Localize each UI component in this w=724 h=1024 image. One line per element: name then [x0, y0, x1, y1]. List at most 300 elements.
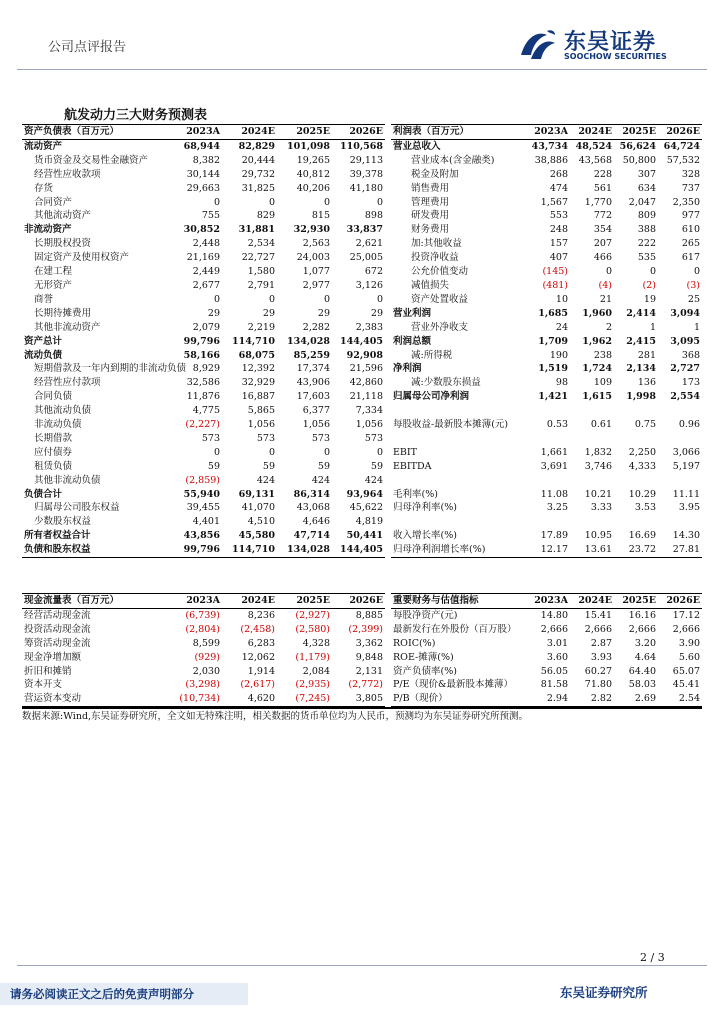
row-label: 归属母公司股东权益 — [34, 502, 120, 514]
brand-logo — [517, 25, 687, 65]
value-cell: (4) — [598, 279, 612, 291]
value-cell: 1,615 — [582, 391, 612, 403]
row-label: 长期借款 — [34, 432, 73, 444]
value-cell: 24,003 — [296, 252, 330, 264]
table-row — [22, 251, 385, 265]
table-row — [22, 474, 385, 488]
value-cell: 281 — [637, 349, 656, 361]
value-cell — [658, 474, 702, 488]
table-row — [22, 692, 385, 706]
value-cell: (145) — [542, 266, 568, 278]
value-cell: 59 — [207, 460, 220, 472]
table-row — [22, 168, 385, 182]
value-cell: 3.20 — [634, 637, 656, 649]
row-label: 营业利润 — [393, 307, 432, 319]
row-label: 长期股权投资 — [34, 238, 92, 250]
value-cell: 2,219 — [247, 321, 275, 333]
table-header-row — [22, 594, 385, 609]
value-cell: 1,056 — [247, 419, 275, 431]
table-row — [22, 349, 385, 363]
value-cell: 55,940 — [183, 488, 220, 500]
row-label: P/E（现价&最新股本摊薄） — [393, 679, 513, 691]
value-cell: 1,421 — [538, 391, 568, 403]
value-cell: 24 — [555, 321, 568, 333]
value-cell: 977 — [681, 210, 700, 222]
value-cell: 829 — [256, 210, 275, 222]
value-cell: 2,666 — [628, 623, 656, 635]
row-label: 营业外净收支 — [411, 321, 469, 333]
report-category: 公司点评报告 — [48, 40, 127, 55]
value-cell: 30,144 — [186, 168, 220, 180]
value-cell: 45,580 — [238, 530, 275, 542]
table-row — [391, 446, 702, 460]
table-row — [391, 196, 702, 210]
value-cell: 8,236 — [247, 609, 275, 621]
value-cell: 0 — [376, 446, 383, 458]
row-label: 净利润 — [393, 363, 422, 375]
value-cell: 8,382 — [192, 154, 220, 166]
value-cell: 207 — [593, 238, 612, 250]
value-cell: 13.61 — [570, 543, 614, 557]
value-cell: 93,964 — [346, 488, 383, 500]
table-row — [22, 279, 385, 293]
value-cell: 0 — [213, 196, 220, 208]
row-label: 商誉 — [34, 293, 54, 305]
value-cell: 45.41 — [672, 679, 700, 691]
value-cell — [526, 404, 570, 418]
value-cell: 0 — [323, 293, 330, 305]
value-cell: 238 — [593, 349, 612, 361]
value-cell: 2.69 — [614, 692, 658, 706]
value-cell: 32,930 — [293, 224, 330, 236]
value-cell: (1,179) — [295, 651, 330, 663]
table-row — [22, 154, 385, 168]
value-cell: 4,620 — [222, 692, 277, 706]
row-label: 货币资金及交易性金融资产 — [34, 154, 149, 166]
value-cell: 0 — [323, 196, 330, 208]
value-cell: 1,832 — [584, 446, 612, 458]
value-cell: 354 — [593, 224, 612, 236]
value-cell: 4,328 — [302, 637, 330, 649]
value-cell: 56.05 — [540, 665, 568, 677]
value-cell: 48,524 — [575, 140, 612, 152]
table-row — [391, 623, 702, 637]
value-cell: 1,770 — [584, 196, 612, 208]
value-cell: (2,227) — [185, 419, 220, 431]
value-cell: 59 — [262, 460, 275, 472]
row-label: 合同负债 — [34, 391, 73, 403]
row-label: 销售费用 — [411, 182, 450, 194]
value-cell: 57,532 — [666, 154, 700, 166]
value-cell: 7,334 — [355, 405, 383, 417]
table-row — [22, 293, 385, 307]
table-row — [22, 515, 385, 529]
table-row — [22, 418, 385, 432]
value-cell: 25 — [687, 293, 700, 305]
value-cell: 424 — [311, 474, 330, 486]
table-row — [22, 623, 385, 637]
value-cell: 0 — [213, 446, 220, 458]
value-cell: 17.12 — [672, 609, 700, 621]
value-cell: 3.60 — [546, 651, 568, 663]
row-label: 归母净利率(%) — [393, 502, 457, 514]
value-cell: 4,401 — [192, 516, 220, 528]
value-cell: 32,929 — [241, 377, 275, 389]
value-cell: 12.17 — [526, 543, 570, 557]
table-row — [391, 651, 702, 665]
value-cell: 144,405 — [340, 335, 383, 347]
year-header-cell: 2023A — [526, 125, 570, 140]
table-header-row — [391, 125, 702, 140]
table-row — [22, 182, 385, 196]
footer-divider — [17, 965, 707, 966]
table-row — [391, 608, 702, 622]
table-row — [22, 265, 385, 279]
table-row — [391, 460, 702, 474]
row-label: 利润总额 — [393, 335, 432, 347]
row-label: 营业成本(含金融类) — [411, 154, 495, 166]
table-row — [22, 390, 385, 404]
table-row — [22, 543, 385, 557]
table-row — [22, 237, 385, 251]
value-cell: 1,056 — [355, 419, 383, 431]
year-header-cell: 2026E — [658, 594, 702, 609]
row-label: 资本开支 — [24, 679, 63, 691]
value-cell: 16,887 — [241, 391, 275, 403]
value-cell: 772 — [593, 210, 612, 222]
value-cell — [658, 404, 702, 418]
value-cell: 42,860 — [349, 377, 383, 389]
row-label: 固定资产及使用权资产 — [34, 252, 130, 264]
table-row — [391, 307, 702, 321]
value-cell: 1,661 — [540, 446, 568, 458]
row-label: P/B（现价） — [391, 692, 526, 706]
value-cell: 474 — [549, 182, 568, 194]
value-cell: 0 — [605, 266, 612, 278]
value-cell: 2.94 — [526, 692, 570, 706]
value-cell: 573 — [256, 432, 275, 444]
value-cell: 2,666 — [584, 623, 612, 635]
value-cell: 69,131 — [238, 488, 275, 500]
table-row — [391, 637, 702, 651]
value-cell: 40,206 — [296, 182, 330, 194]
value-cell: 573 — [201, 432, 220, 444]
value-cell: 56,624 — [619, 140, 656, 152]
value-cell: 0 — [213, 293, 220, 305]
row-label: 在建工程 — [34, 266, 73, 278]
row-label: 归母净利润增长率(%) — [391, 543, 526, 557]
row-label: 财务费用 — [411, 224, 450, 236]
value-cell: 2,134 — [626, 363, 656, 375]
year-header-cell: 2026E — [332, 125, 385, 140]
row-label: EBIT — [393, 446, 418, 458]
row-label: 归属母公司净利润 — [393, 391, 470, 403]
value-cell: 2,563 — [302, 238, 330, 250]
table-row — [22, 678, 385, 692]
value-cell: 2,414 — [626, 307, 656, 319]
value-cell: 38,886 — [534, 154, 568, 166]
value-cell — [526, 432, 570, 446]
value-cell: 21 — [599, 293, 612, 305]
value-cell: 1,580 — [247, 266, 275, 278]
value-cell: 40,812 — [296, 168, 330, 180]
value-cell: 21,596 — [349, 363, 383, 375]
value-cell: 3,094 — [670, 307, 700, 319]
value-cell: 134,028 — [277, 543, 332, 557]
value-cell: 1,685 — [538, 307, 568, 319]
value-cell: 2,415 — [626, 335, 656, 347]
value-cell — [570, 474, 614, 488]
value-cell: (2,580) — [295, 623, 330, 635]
value-cell: 59 — [370, 460, 383, 472]
year-header-cell: 2024E — [222, 594, 277, 609]
value-cell: 307 — [637, 168, 656, 180]
row-label: 流动负债 — [24, 349, 63, 361]
value-cell: 8,885 — [355, 609, 383, 621]
value-cell: (2,859) — [185, 474, 220, 486]
value-cell: (3,298) — [185, 679, 220, 691]
value-cell — [570, 404, 614, 418]
table-row — [391, 279, 702, 293]
value-cell: 1,077 — [302, 266, 330, 278]
value-cell — [614, 432, 658, 446]
table-header-row — [22, 125, 385, 140]
value-cell: 5,197 — [672, 460, 700, 472]
row-label: 其他流动负债 — [34, 405, 92, 417]
table-row — [391, 515, 702, 529]
value-cell: 58.03 — [628, 679, 656, 691]
value-cell: (2,399) — [348, 623, 383, 635]
row-label: 少数股东权益 — [34, 516, 92, 528]
value-cell: 27.81 — [658, 543, 702, 557]
row-label: 资产负债率(%) — [393, 665, 457, 677]
value-cell: 43,568 — [578, 154, 612, 166]
row-label: EBITDA — [393, 460, 432, 472]
value-cell: 114,710 — [232, 335, 275, 347]
value-cell: 12,062 — [241, 651, 275, 663]
value-cell: 5,865 — [247, 405, 275, 417]
value-cell: 11.08 — [540, 488, 568, 500]
row-label — [391, 404, 526, 418]
table-row — [391, 321, 702, 335]
value-cell: 2,047 — [628, 196, 656, 208]
table-row — [391, 335, 702, 349]
logo-text-en: SOOCHOW SECURITIES — [564, 52, 667, 61]
value-cell — [658, 432, 702, 446]
value-cell: 29 — [317, 307, 330, 319]
value-cell: 424 — [364, 474, 383, 486]
table-title-cell: 现金流量表（百万元） — [22, 594, 167, 609]
value-cell: 43,856 — [183, 530, 220, 542]
soochow-logo-icon — [517, 25, 559, 63]
value-cell: 535 — [637, 252, 656, 264]
value-cell: 2,666 — [540, 623, 568, 635]
table-row — [391, 488, 702, 502]
value-cell: 3.95 — [678, 502, 700, 514]
table-row — [22, 529, 385, 543]
row-label: 减:少数股东损益 — [411, 377, 481, 389]
value-cell: 19,265 — [296, 154, 330, 166]
year-header-cell: 2026E — [332, 594, 385, 609]
table-row — [391, 168, 702, 182]
value-cell: 50,441 — [346, 530, 383, 542]
value-cell: (2) — [642, 279, 656, 291]
value-cell: 2,250 — [628, 446, 656, 458]
year-header-cell: 2024E — [222, 125, 277, 140]
value-cell: 1,998 — [626, 391, 656, 403]
page-number: 2 / 3 — [640, 951, 665, 964]
value-cell: 109 — [593, 377, 612, 389]
value-cell: 0.61 — [590, 419, 612, 431]
value-cell: (2,804) — [185, 623, 220, 635]
value-cell: 2,534 — [247, 238, 275, 250]
value-cell: 2,079 — [192, 321, 220, 333]
value-cell: (7,245) — [277, 692, 332, 706]
balance-sheet-table — [22, 124, 385, 558]
value-cell: 190 — [549, 349, 568, 361]
value-cell — [614, 474, 658, 488]
year-header-cell: 2024E — [570, 594, 614, 609]
value-cell: (2,458) — [240, 623, 275, 635]
value-cell: 388 — [637, 224, 656, 236]
value-cell: 39,378 — [349, 168, 383, 180]
row-label: 收入增长率(%) — [393, 530, 457, 542]
table-row — [391, 432, 702, 446]
year-header-cell: 2026E — [658, 125, 702, 140]
value-cell: 21,169 — [186, 252, 220, 264]
year-header-cell: 2025E — [614, 594, 658, 609]
row-label: 非流动负债 — [34, 419, 82, 431]
value-cell: 1,567 — [540, 196, 568, 208]
row-label: ROE-摊薄(%) — [393, 651, 454, 663]
value-cell: 3,066 — [672, 446, 700, 458]
value-cell: 1,914 — [247, 665, 275, 677]
table-row — [391, 182, 702, 196]
value-cell: 17.89 — [540, 530, 568, 542]
value-cell: 81.58 — [540, 679, 568, 691]
row-label: 每股收益-最新股本摊薄(元) — [393, 419, 509, 431]
row-label: 最新发行在外股份（百万股） — [393, 623, 517, 635]
table-title-cell: 重要财务与估值指标 — [391, 594, 526, 609]
value-cell: (929) — [194, 651, 220, 663]
value-cell: 114,710 — [222, 543, 277, 557]
value-cell: 173 — [681, 377, 700, 389]
value-cell: 2,131 — [355, 665, 383, 677]
value-cell: 6,377 — [302, 405, 330, 417]
value-cell: 31,881 — [238, 224, 275, 236]
row-label: 折旧和摊销 — [24, 665, 72, 677]
value-cell: 2 — [605, 321, 612, 333]
value-cell: 222 — [637, 238, 656, 250]
value-cell: 4,333 — [628, 460, 656, 472]
value-cell: 136 — [637, 377, 656, 389]
year-header-cell: 2025E — [277, 125, 332, 140]
value-cell: 265 — [681, 238, 700, 250]
table-row — [22, 376, 385, 390]
value-cell: 424 — [256, 474, 275, 486]
value-cell: 0.96 — [678, 419, 700, 431]
table-row — [391, 692, 702, 706]
value-cell: 3,126 — [355, 279, 383, 291]
value-cell: 99,796 — [183, 335, 220, 347]
value-cell: 0 — [376, 293, 383, 305]
value-cell: 9,848 — [355, 651, 383, 663]
value-cell: 2,677 — [192, 279, 220, 291]
value-cell: 4,510 — [247, 516, 275, 528]
value-cell: 82,829 — [238, 140, 275, 152]
value-cell: 4,819 — [355, 516, 383, 528]
row-label: 投资活动现金流 — [24, 623, 91, 635]
value-cell: 561 — [593, 182, 612, 194]
value-cell: 268 — [549, 168, 568, 180]
value-cell: 1,519 — [538, 363, 568, 375]
table-header-row — [391, 594, 702, 609]
row-label: 其他非流动资产 — [34, 321, 101, 333]
logo-text-cn: 东吴证券 — [564, 29, 657, 55]
table-row — [22, 651, 385, 665]
row-label: 毛利率(%) — [393, 488, 438, 500]
table-row — [22, 404, 385, 418]
value-cell: 466 — [593, 252, 612, 264]
value-cell: 573 — [364, 432, 383, 444]
value-cell: 3.33 — [590, 502, 612, 514]
row-label: 其他非流动负债 — [34, 474, 101, 486]
value-cell: 0 — [268, 293, 275, 305]
table-row — [391, 237, 702, 251]
row-label: 减值损失 — [411, 279, 450, 291]
value-cell: 43,906 — [296, 377, 330, 389]
value-cell: 368 — [681, 349, 700, 361]
value-cell: 10.21 — [584, 488, 612, 500]
table-row — [22, 488, 385, 502]
value-cell: 755 — [201, 210, 220, 222]
table-row — [391, 139, 702, 153]
value-cell: 610 — [681, 224, 700, 236]
row-label — [391, 432, 526, 446]
row-label: 长期待摊费用 — [34, 307, 92, 319]
value-cell: 3.90 — [678, 637, 700, 649]
row-label: 合同资产 — [34, 196, 73, 208]
value-cell: 43,068 — [296, 502, 330, 514]
value-cell: (2,617) — [240, 679, 275, 691]
value-cell: 4,775 — [192, 405, 220, 417]
value-cell: 47,714 — [293, 530, 330, 542]
value-cell: 553 — [549, 210, 568, 222]
value-cell: 2,282 — [302, 321, 330, 333]
value-cell: 30,852 — [183, 224, 220, 236]
value-cell: 2,621 — [355, 238, 383, 250]
value-cell: 634 — [637, 182, 656, 194]
value-cell: 6,283 — [247, 637, 275, 649]
value-cell: 2,448 — [192, 238, 220, 250]
value-cell: 16.16 — [628, 609, 656, 621]
row-label: 每股净资产(元) — [393, 609, 458, 621]
value-cell: 11.11 — [672, 488, 700, 500]
value-cell — [526, 474, 570, 488]
table-row — [391, 362, 702, 376]
table-row — [391, 678, 702, 692]
row-label: 税金及附加 — [411, 168, 459, 180]
value-cell: 50,800 — [622, 154, 656, 166]
table-row — [391, 349, 702, 363]
value-cell: 3,746 — [584, 460, 612, 472]
value-cell: 29 — [207, 307, 220, 319]
value-cell: 21,118 — [349, 391, 383, 403]
year-header-cell: 2025E — [614, 125, 658, 140]
value-cell: 10.95 — [584, 530, 612, 542]
value-cell: 328 — [681, 168, 700, 180]
value-cell: 43,734 — [531, 140, 568, 152]
